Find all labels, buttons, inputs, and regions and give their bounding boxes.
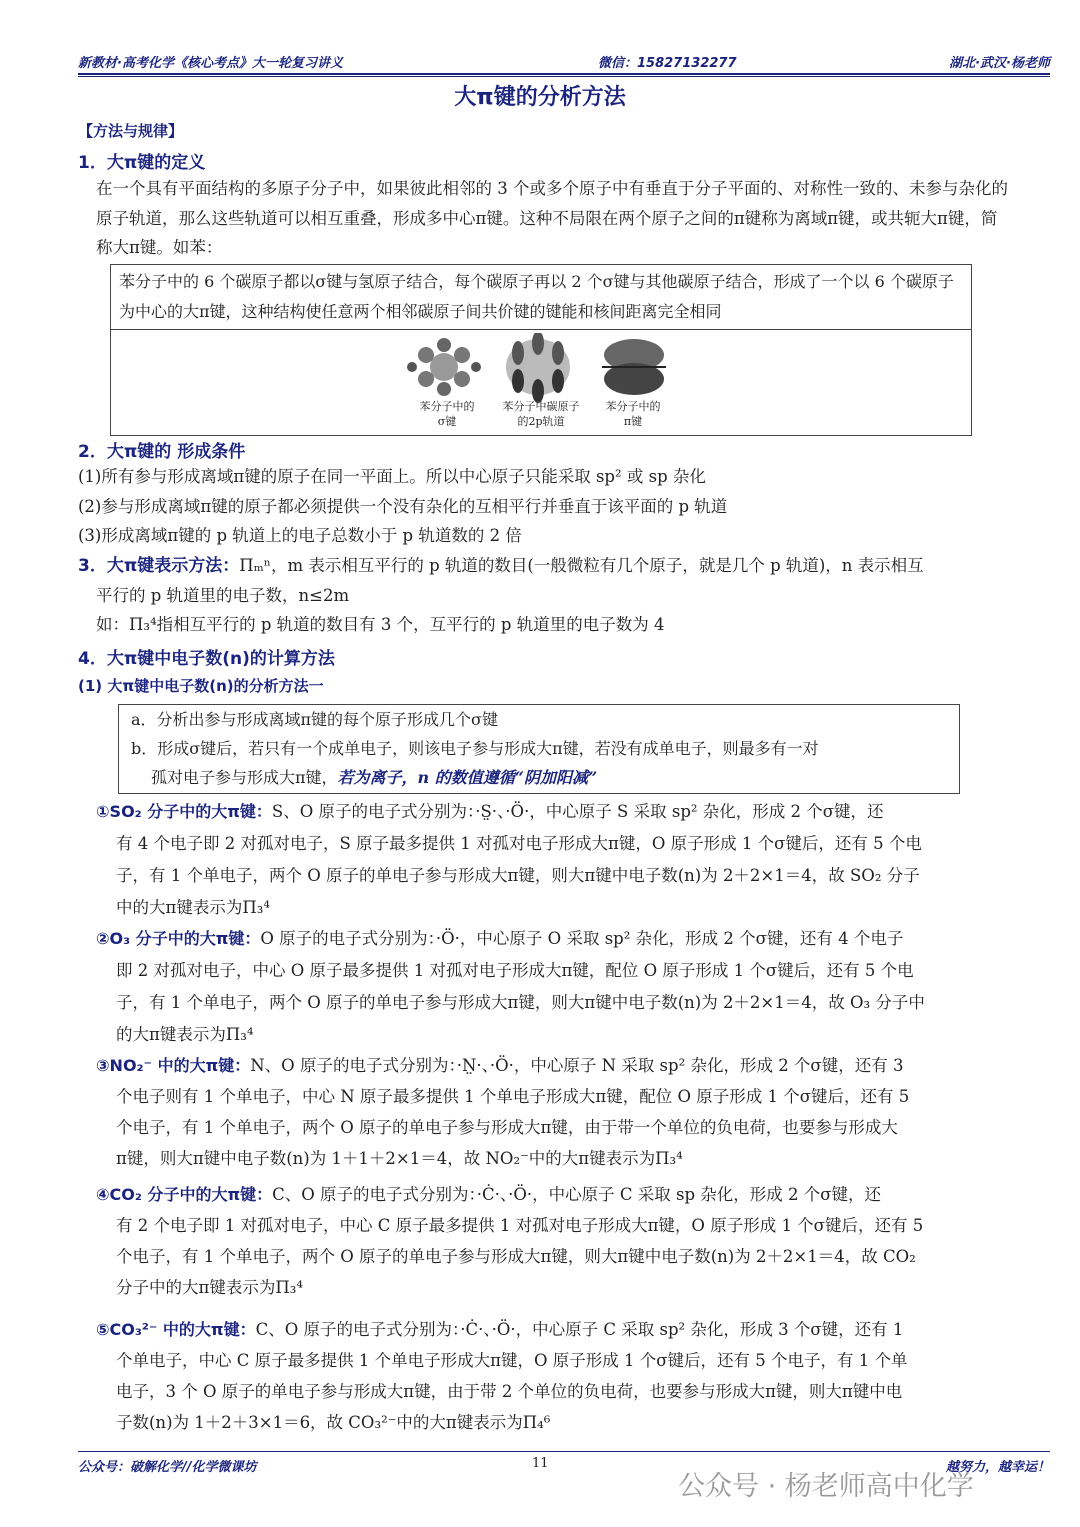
- method-box-b2-text: 孤对电子参与形成大π键，: [151, 768, 338, 787]
- example-3-text: π键，则大π键中电子数(n)为 1＋1＋2×1＝4，故 NO₂⁻中的大π键表示为Π₃⁴: [116, 1149, 683, 1168]
- pi-bond-figure: [602, 339, 666, 395]
- example-1-line-3: [116, 861, 1008, 891]
- example-1-text: S、O 原子的电子式分别为：·S̤·、·Ö·，中心原子 S 采取 sp² 杂化，形成 2 个σ键，还: [271, 802, 884, 821]
- fig-label-p-orbital: 苯分子中碳原子的2p轨道: [502, 400, 580, 428]
- example-1-label: ①SO₂ 分子中的大π键：: [96, 802, 272, 821]
- example-2-line-3: [116, 988, 1008, 1018]
- example-3-text: 个电子，有 1 个单电子，两个 O 原子的单电子参与形成大π键，由于带一个单位的负电荷，也要参与形成大: [116, 1118, 898, 1137]
- section-2-item-3: (3)形成离域π键的 p 轨道上的电子总数小于 p 轨道数的 2 倍: [78, 526, 522, 545]
- section-3-example: [96, 610, 1026, 640]
- fig-label-pi: 苯分子中的π键: [605, 400, 661, 428]
- example-5-text: 子数(n)为 1＋2＋3×1＝6，故 CO₃²⁻中的大π键表示为Π₄⁶: [116, 1413, 551, 1432]
- section-3-line-2: 平行的 p 轨道里的电子数，n≤2m: [96, 586, 350, 605]
- fig-label-sigma: 苯分子中的σ键: [419, 400, 475, 428]
- method-box: [118, 704, 960, 794]
- method-box-a: a．分析出参与形成离域π键的每个原子形成几个σ键: [131, 710, 498, 729]
- example-4-text: 有 2 个电子即 1 对孤对电子，中心 C 原子最多提供 1 对孤对电子形成大π键，O 原子形成 1 个σ键后，还有 5: [116, 1216, 924, 1235]
- section-3-notation: Πₘⁿ: [239, 556, 271, 575]
- benzene-box-text: 苯分子中的 6 个碳原子都以σ键与氢原子结合，每个碳原子再以 2 个σ键与其他碳原子结合，形成了一个以 6 个碳原子为中心的大π键，这种结构使任意两个相邻碳原子间共价键的键能和核间距离完全相同: [119, 272, 954, 321]
- example-1-line-2: [116, 829, 1008, 859]
- example-2-text: O 原子的电子式分别为：·Ö·，中心原子 O 采取 sp² 杂化，形成 2 个σ键，还有 4 个电子: [260, 929, 904, 948]
- example-3-line-4: [116, 1144, 1008, 1174]
- section-4-heading: 4．大π键中电子数(n)的计算方法: [78, 649, 335, 669]
- section-2-heading: 2．大π键的 形成条件: [78, 442, 246, 462]
- sigma-bond-figure: [407, 338, 481, 396]
- watermark: 公众号 · 杨老师高中化学: [678, 1471, 974, 1502]
- example-5-text: 个单电子，中心 C 原子最多提供 1 个单电子形成大π键，O 原子形成 1 个σ键后，还有 5 个电子，有 1 个单: [116, 1351, 908, 1370]
- example-5-line-4: [116, 1408, 1008, 1438]
- page-title: 大π键的分析方法: [454, 85, 626, 110]
- example-4-label: ④CO₂ 分子中的大π键：: [96, 1185, 273, 1204]
- example-4-line-2: [116, 1211, 1008, 1241]
- example-5-line-1: [96, 1315, 1008, 1345]
- example-3-text: N、O 原子的电子式分别为：·N̤·、·Ö·，中心原子 N 采取 sp² 杂化，形成 2 个σ键，还有 3: [250, 1056, 904, 1075]
- section-3-heading: 3．大π键表示方法：: [78, 556, 240, 576]
- example-1-line-4: [116, 893, 1008, 923]
- example-3-line-3: [116, 1113, 1008, 1143]
- section-3-line-1: [78, 551, 1008, 582]
- example-3-line-1: [96, 1051, 1008, 1081]
- example-2-text: 子，有 1 个单电子，两个 O 原子的单电子参与形成大π键，则大π键中电子数(n)为 2＋2×1＝4，故 O₃ 分子中: [116, 993, 925, 1012]
- example-4-line-3: [116, 1242, 1008, 1272]
- example-4-line-4: [116, 1273, 1008, 1303]
- header-center: 微信：15827132277: [598, 56, 737, 71]
- section-2-item-2: (2)参与形成离域π键的原子都必须提供一个没有杂化的互相平行并垂直于该平面的 p 轨道: [78, 497, 728, 516]
- section-2-item-1: (1)所有参与形成离域π键的原子在同一平面上。所以中心原子只能采取 sp² 或 sp 杂化: [78, 467, 706, 486]
- benzene-box: [110, 264, 972, 436]
- example-5-line-2: [116, 1346, 1008, 1376]
- example-2-line-1: [96, 924, 1008, 954]
- footer-right: 越努力，越幸运！: [945, 1460, 1050, 1475]
- example-4-text: C、O 原子的电子式分别为：·Ċ·、·Ö·，中心原子 C 采取 sp 杂化，形成 2 个σ键，还: [272, 1185, 882, 1204]
- footer-rule: [78, 1451, 1050, 1452]
- example-5-label: ⑤CO₃²⁻ 中的大π键：: [96, 1320, 256, 1339]
- benzene-figures: [406, 333, 676, 403]
- example-5-text: 电子，3 个 O 原子的单电子参与形成大π键，由于带 2 个单位的负电荷，也要参与形成大π键，则大π键中电: [116, 1382, 903, 1401]
- example-5-text: C、O 原子的电子式分别为：·Ċ·、·Ö·，中心原子 C 采取 sp² 杂化，形成 3 个σ键，还有 1: [255, 1320, 904, 1339]
- section-4-subheading: (1) 大π键中电子数(n)的分析方法一: [78, 677, 324, 695]
- example-2-label: ②O₃ 分子中的大π键：: [96, 929, 261, 948]
- page-header: [78, 52, 1050, 72]
- header-left: 新教材·高考化学《核心考点》大一轮复习讲义: [78, 56, 343, 71]
- example-3-label: ③NO₂⁻ 中的大π键：: [96, 1056, 251, 1075]
- header-rule-thin: [78, 76, 1050, 77]
- example-1-line-1: [96, 797, 1008, 827]
- method-box-b2-em: 若为离子，n 的数值遵循“阴加阳减”: [337, 768, 598, 787]
- method-label: 【方法与规律】: [78, 122, 184, 140]
- header-right: 湖北·武汉·杨老师: [949, 56, 1050, 71]
- example-4-text: 个电子，有 1 个单电子，两个 O 原子的单电子参与形成大π键，则大π键中电子数(n)为 2＋2×1＝4，故 CO₂: [116, 1247, 916, 1266]
- example-4-text: 分子中的大π键表示为Π₃⁴: [116, 1278, 303, 1297]
- example-5-line-3: [116, 1377, 1008, 1407]
- example-4-line-1: [96, 1180, 1008, 1210]
- section-3-ex-text: 指相互平行的 p 轨道的数目有 3 个，互平行的 p 轨道里的电子数为 4: [156, 615, 665, 634]
- section-3-text-1: ，m 表示相互平行的 p 轨道的数目(一般微粒有几个原子，就是几个 p 轨道)，n 表示相互: [270, 556, 924, 575]
- page-number: 11: [532, 1456, 549, 1471]
- section-1-heading: 1．大π键的定义: [78, 153, 206, 173]
- section-3-ex-prefix: 如：: [96, 615, 129, 634]
- p-orbital-figure: [506, 333, 570, 403]
- method-box-b2: [151, 763, 597, 793]
- example-3-text: 个电子则有 1 个单电子，中心 N 原子最多提供 1 个单电子形成大π键，配位 O 原子形成 1 个σ键后，还有 5: [116, 1087, 910, 1106]
- example-2-line-2: [116, 956, 1008, 986]
- box-divider: [111, 329, 971, 330]
- example-1-text: 子，有 1 个单电子，两个 O 原子的单电子参与形成大π键，则大π键中电子数(n)为 2＋2×1＝4，故 SO₂ 分子: [116, 866, 920, 885]
- example-3-line-2: [116, 1082, 1008, 1112]
- example-2-text: 的大π键表示为Π₃⁴: [116, 1025, 254, 1044]
- example-2-text: 即 2 对孤对电子，中心 O 原子最多提供 1 对孤对电子形成大π键，配位 O 原子形成 1 个σ键后，还有 5 个电: [116, 961, 914, 980]
- method-box-b1: b．形成σ键后，若只有一个成单电子，则该电子参与形成大π键，若没有成单电子，则最多有一对: [131, 739, 819, 758]
- footer-left: 公众号：破解化学//化学微课坊: [78, 1460, 257, 1475]
- example-2-line-4: [116, 1020, 1008, 1050]
- example-1-text: 中的大π键表示为Π₃⁴: [116, 898, 270, 917]
- section-3-ex-notation: Π₃⁴: [129, 615, 157, 634]
- header-rule: [78, 73, 1050, 75]
- example-1-text: 有 4 个电子即 2 对孤对电子，S 原子最多提供 1 对孤对电子形成大π键，O 原子形成 1 个σ键后，还有 5 个电: [116, 834, 922, 853]
- section-1-paragraph: 在一个具有平面结构的多原子分子中，如果彼此相邻的 3 个或多个原子中有垂直于分子平面的、对称性一致的、未参与杂化的原子轨道，那么这些轨道可以相互重叠，形成多中心π键。这种不局限在两个原子之间的π键称为离域π键，或共轭大π键，简称大π键。如苯：: [96, 179, 1008, 257]
